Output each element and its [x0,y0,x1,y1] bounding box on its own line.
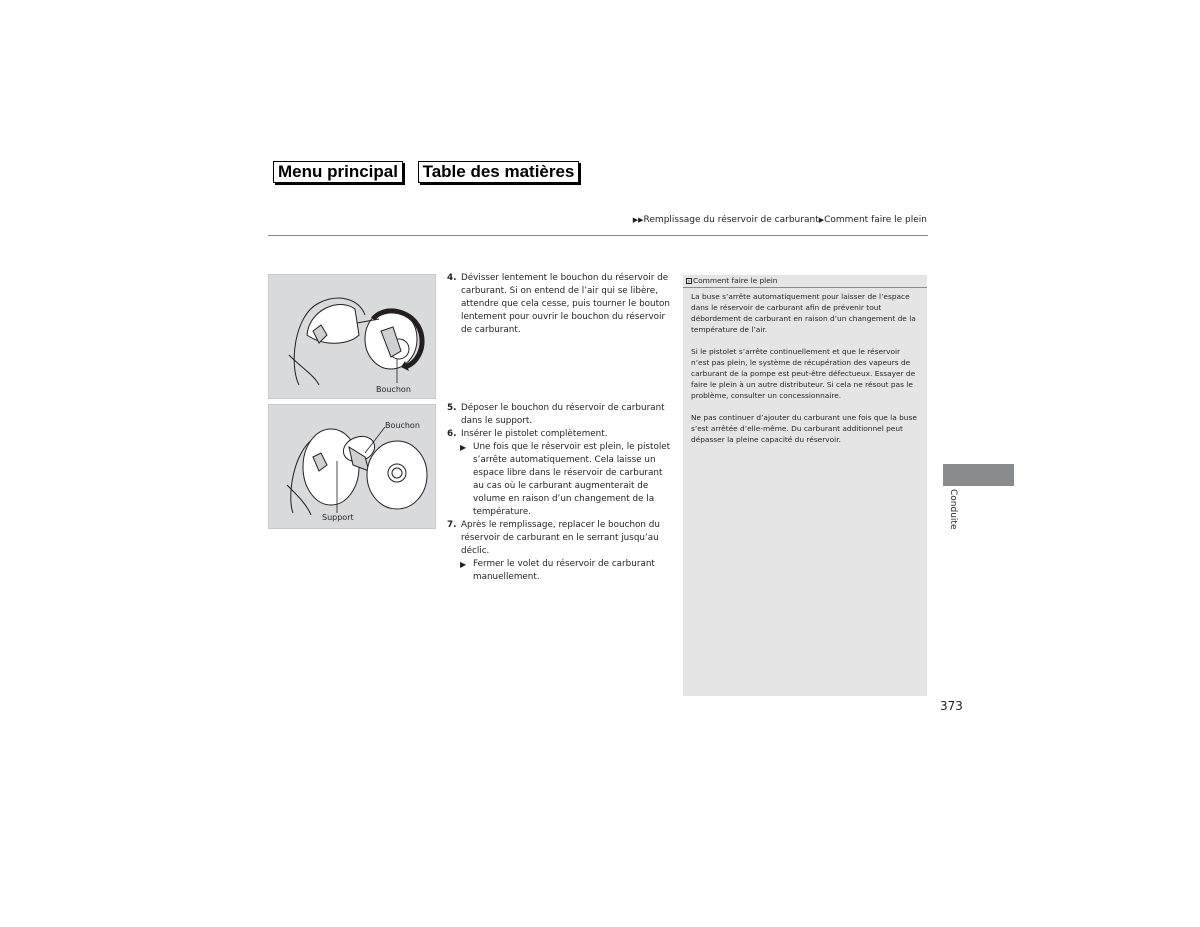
step-4-block [447,272,672,337]
note-text: Fermer le volet du réservoir de carburant manuellement. [473,559,655,582]
sidebar-paragraph-2: Si le pistolet s’arrête continuellement et que le réservoir n’est pas plein, le système de récupération des vapeurs de carburant de la pompe est peut-être défectueux. Essayer de faire le plein à un autre distributeur. Si cela ne résout pas le problème, consulter un concessionnaire. [691,347,916,400]
cap-label: Bouchon [385,421,420,430]
step-number: 6. [447,429,457,439]
step-6 [447,428,672,441]
sidebar-heading-text: Comment faire le plein [693,276,778,285]
step-number: 5. [447,403,457,413]
section-tab-label: Conduite [948,489,958,530]
breadcrumb-level1: Remplissage du réservoir de carburant [643,215,819,225]
step-5 [447,402,672,428]
page-number: 373 [940,699,963,713]
support-label: Support [322,513,354,522]
sidebar-paragraph-3: Ne pas continuer d’ajouter du carburant une fois que la buse s’est arrêtée d’elle-même. Du carburant additionnel peut dépasser la pleine capacité du réservoir. [691,413,917,444]
step-7-note [447,558,672,584]
triangle-icon: ▶ [460,560,467,569]
step-text: Après le remplissage, replacer le bouchon du réservoir de carburant en le serrant jusqu’au déclic. [461,520,660,556]
fuel-cap-unscrew-illustration [268,274,436,399]
sidebar-paragraph-1: La buse s’arrête automatiquement pour laisser de l’espace dans le réservoir de carburant afin de prévenir tout débordement de carburant en raison d’un changement de la température de l’air. [691,292,916,334]
note-text: Une fois que le réservoir est plein, le pistolet s’arrête automatiquement. Cela laisse un espace libre dans le réservoir de carburant au cas où le carburant augmenterait de volume en raison d’un changement de la température. [473,442,671,517]
step-number: 4. [447,273,457,283]
step-7 [447,519,672,558]
sidebar-heading [683,275,927,288]
sidebar-note [683,275,927,696]
header-divider [268,235,928,236]
step-text: Déposer le bouchon du réservoir de carburant dans le support. [461,403,665,426]
double-triangle-icon: ▶▶ [632,216,644,224]
breadcrumb [633,215,927,225]
fuel-cap-unscrew-drawing [269,275,437,400]
step-text: Dévisser lentement le bouchon du réservoir de carburant. Si on entend de l’air qui se libère, attendre que cela cesse, puis tourner le bouton lentement pour ouvrir le bouchon du réservoir de carburant. [461,273,671,335]
triangle-icon: ▶ [818,216,825,224]
step-6-note [447,441,672,519]
section-tab [943,464,1014,486]
steps-5-7-block [447,402,672,584]
fuel-cap-holder-illustration [268,404,436,529]
table-of-contents-button[interactable]: Table des matières [418,161,579,183]
triangle-icon: ▶ [460,443,467,452]
cap-label: Bouchon [376,385,411,394]
breadcrumb-level2: Comment faire le plein [824,215,927,225]
step-text: Insérer le pistolet complètement. [461,429,608,439]
step-number: 7. [447,520,457,530]
note-box-icon: › [687,278,691,285]
step-4 [447,272,672,337]
main-menu-button[interactable]: Menu principal [273,161,403,183]
